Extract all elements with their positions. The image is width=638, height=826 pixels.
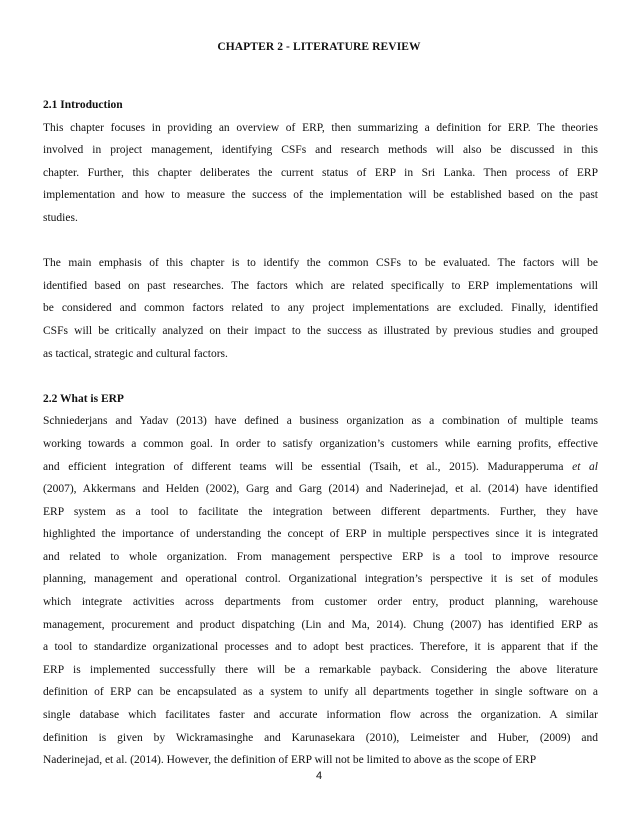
document-body	[43, 94, 598, 794]
text-line: ERP is implemented successfully there will be a remarkable payback. Considering the above literature	[43, 663, 598, 676]
text-line: management, procurement and product dispatching (Lin and Ma, 2014). Chung (2007) has identified ERP as	[43, 618, 598, 631]
text-line: planning, management and operational control. Organizational integration’s perspective it is set of modules	[43, 573, 598, 586]
text-line: chapter. Further, this chapter deliberates the current status of ERP in Sri Lanka. Then process of ERP	[43, 166, 598, 179]
text-line: This chapter focuses in providing an overview of ERP, then summarizing a definition for ERP. The theories	[43, 121, 598, 134]
paragraph-spacer	[43, 365, 598, 388]
text-line: CSFs will be critically analyzed on their impact to the success as illustrated by previous studies and grouped	[43, 324, 598, 337]
text-line: a tool to standardize organizational processes and to adopt best practices. Therefore, it is apparent that if the	[43, 641, 598, 654]
paragraph	[43, 117, 598, 230]
section-heading: 2.2 What is ERP	[43, 392, 124, 405]
text-line: definition of ERP can be encapsulated as a system to unify all departments together in single software on a	[43, 686, 598, 699]
text-line: working towards a common goal. In order to satisfy organization’s customers while earning profits, effective	[43, 437, 598, 450]
page-number: 4	[315, 770, 323, 782]
paragraph	[43, 252, 598, 365]
paragraph-spacer	[43, 230, 598, 253]
chapter-title: CHAPTER 2 - LITERATURE REVIEW	[217, 41, 421, 53]
text-line: be considered and common factors related to any project implementations are excluded. Finally, identified	[43, 302, 598, 315]
text-line: and efficient integration of different teams will be essential (Tsaih, et al., 2015). Madurapperuma et al	[43, 460, 598, 473]
text-line: ERP system as a tool to facilitate the integration between different departments. Further, they have	[43, 505, 598, 518]
text-line: (2007), Akkermans and Helden (2002), Garg and Garg (2014) and Naderinejad, et al. (2014) have identified	[43, 483, 598, 496]
text-line: which integrate activities across departments from customer order entry, product planning, warehouse	[43, 596, 598, 609]
text-line: Naderinejad, et al. (2014). However, the definition of ERP will not be limited to above as the scope of ERP	[43, 754, 537, 767]
text-line: The main emphasis of this chapter is to identify the common CSFs to be evaluated. The factors will be	[43, 257, 598, 270]
section-heading: 2.1 Introduction	[43, 99, 123, 111]
text-line: as tactical, strategic and cultural factors.	[43, 347, 228, 360]
text-line: single database which facilitates faster and accurate information flow across the organization. A similar	[43, 709, 598, 722]
text-line: implementation and how to measure the success of the implementation will be established based on the past	[43, 189, 598, 202]
paragraph	[43, 410, 598, 772]
text-line: studies.	[43, 211, 78, 224]
text-line: highlighted the importance of understanding the concept of ERP in multiple perspectives since it is integrated	[43, 528, 598, 541]
text-line: definition is given by Wickramasinghe and Karunasekara (2010), Leimeister and Huber, (2009) and	[43, 731, 598, 744]
text-line: and related to whole organization. From management perspective ERP is a tool to improve resource	[43, 550, 598, 563]
text-line: involved in project management, identifying CSFs and research methods will also be discussed in this	[43, 144, 598, 157]
italic-et-al: et al	[572, 460, 598, 473]
text-line: Schniederjans and Yadav (2013) have defined a business organization as a combination of multiple teams	[43, 415, 598, 428]
text-line: identified based on past researches. The factors which are related specifically to ERP implementations will	[43, 279, 598, 292]
